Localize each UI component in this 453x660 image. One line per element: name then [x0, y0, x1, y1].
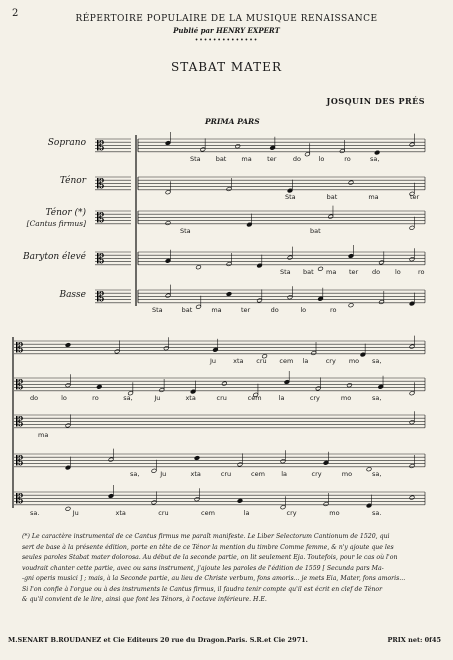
note-head — [165, 190, 171, 195]
note-head — [96, 384, 102, 389]
note-head — [409, 391, 415, 396]
lyric-syllable: bat — [303, 268, 314, 276]
lyric-syllable: ro — [330, 306, 337, 314]
note-head — [194, 456, 200, 461]
lyric-syllable: Sta — [280, 268, 291, 276]
lyric-syllable: do — [292, 155, 301, 163]
note-head — [65, 465, 71, 470]
note-head — [108, 457, 114, 462]
clef-symbol: 𝄡 — [97, 290, 105, 305]
publisher-line: M.SENART B.ROUDANEZ et Cie Editeurs 20 rue du Dragon.Paris. S.R.et Cie 2971. — [8, 636, 308, 644]
lyric-syllable: cru — [216, 394, 227, 402]
note-head — [379, 260, 385, 265]
note-head — [65, 343, 71, 348]
footnote-line: & qu'il convient de le lire, ainsi que font les Ténors, à l'octave inférieure. H.E. — [22, 596, 267, 603]
note-head — [347, 383, 353, 388]
note-head — [213, 347, 219, 352]
note-head — [339, 149, 345, 154]
clef-symbol: 𝄡 — [16, 492, 24, 507]
lyric-syllable: ma — [241, 155, 252, 163]
voice-label-baryton: Baryton élevé — [23, 252, 86, 262]
clef-symbol: 𝄡 — [97, 139, 105, 154]
clef-symbol: 𝄡 — [97, 211, 105, 226]
note-head — [409, 142, 415, 147]
ornament-divider: •••••••••••••• — [194, 37, 259, 44]
section-label: PRIMA PARS — [205, 117, 260, 126]
note-head — [108, 494, 114, 499]
lyric-syllable: sa. — [372, 509, 382, 517]
note-head — [226, 292, 232, 297]
note-head — [323, 502, 329, 507]
lyric-syllable: lo — [61, 394, 67, 402]
lyric-syllable: Ju — [154, 394, 161, 402]
page-number: 2 — [12, 8, 19, 19]
lyric-syllable: la — [281, 470, 288, 478]
lyric-syllable: bat — [326, 193, 338, 201]
lyric-syllable: sa, — [372, 357, 382, 365]
lyric-syllable: cry — [311, 470, 322, 478]
lyric-syllable: mo — [340, 394, 352, 402]
editor-credit: Publié par HENRY EXPERT — [173, 26, 280, 35]
note-head — [237, 462, 243, 467]
note-head — [409, 464, 415, 469]
note-head — [287, 255, 293, 260]
footnote-line: Si l'on confie à l'orgue ou à des instruments le Cantus firmus, il faudra tenir compte qu'il est écrit en clef de Ténor — [22, 585, 383, 593]
note-head — [409, 301, 415, 306]
lyric-syllable: bat — [181, 306, 193, 314]
note-head — [65, 423, 71, 428]
note-head — [287, 295, 293, 300]
footnote-line: (*) Le caractère instrumental de ce Cantus firmus me paraît manifeste. Le Liber Selectorum Cantionum de 1520, qui — [22, 533, 390, 540]
lyric-syllable: xta — [190, 470, 201, 478]
note-head — [409, 495, 415, 500]
lyric-syllable: mo — [341, 470, 353, 478]
note-head — [65, 383, 71, 388]
lyric-syllable: ma — [211, 306, 222, 314]
note-head — [151, 500, 157, 505]
lyric-syllable: cru — [256, 357, 267, 365]
note-head — [165, 293, 171, 298]
note-head — [165, 258, 171, 263]
lyric-syllable: Sta — [180, 227, 191, 235]
note-head — [311, 351, 317, 356]
note-head — [65, 506, 71, 511]
lyric-syllable: ter — [241, 306, 251, 314]
footnote-line: voudrait chanter cette partie, avec ou sans instrument, j'ajoute les paroles de l'édition de 1559 [ Secunda pars Ma- — [22, 564, 384, 572]
lyric-syllable: la — [278, 394, 285, 402]
footnote-line: -gni operis musici ] ; mais, à la Seconde partie, au lieu de Christe verbum, fons amoris... je mets Eia, Mater, fons amoris... — [22, 575, 406, 582]
lyric-syllable: Sta — [285, 193, 296, 201]
voice-label-tenor-cf: Ténor (*) — [45, 208, 86, 218]
clef-symbol: 𝄡 — [16, 341, 24, 356]
series-title: RÉPERTOIRE POPULAIRE DE LA MUSIQUE RENAISSANCE — [75, 14, 378, 24]
voice-label-cantus: [Cantus firmus] — [26, 219, 86, 228]
lyric-syllable: Sta — [190, 155, 201, 163]
lyric-syllable: mo — [329, 509, 340, 517]
clef-symbol: 𝄡 — [16, 454, 24, 469]
lyric-syllable: xta — [185, 394, 196, 402]
note-head — [348, 254, 354, 259]
lyric-syllable: Ju — [72, 509, 79, 517]
note-head — [360, 352, 366, 357]
lyric-syllable: la — [302, 357, 309, 365]
price-label: PRIX net: 0f45 — [387, 636, 441, 644]
note-head — [378, 384, 384, 389]
lyric-syllable: ter — [267, 155, 277, 163]
lyric-syllable: sa, — [123, 394, 133, 402]
lyric-syllable: ter — [410, 193, 420, 201]
lyric-syllable: lo — [395, 268, 401, 276]
lyric-syllable: mo — [348, 357, 360, 365]
lyric-syllable: sa, — [372, 394, 382, 402]
lyric-syllable: cem — [247, 394, 262, 402]
lyric-syllable: do — [270, 306, 279, 314]
note-head — [366, 503, 372, 508]
note-head — [196, 304, 202, 309]
lyric-syllable: cry — [286, 509, 297, 517]
note-head — [284, 380, 290, 385]
note-head — [226, 262, 232, 267]
piece-title: STABAT MATER — [171, 60, 282, 74]
note-head — [280, 459, 286, 464]
lyric-syllable: lo — [300, 306, 307, 314]
lyric-syllable: lo — [318, 155, 325, 163]
footnote-line: sert de base à la présente édition, porte en tête de ce Ténor la mention du timbre Comme femme, & n'y ajoute que les — [22, 543, 394, 551]
lyric-syllable: xta — [233, 357, 244, 365]
note-head — [305, 152, 311, 157]
lyric-syllable: sa, — [130, 470, 140, 478]
voice-label-tenor: Ténor — [59, 176, 86, 186]
note-head — [200, 147, 206, 152]
note-head — [348, 303, 354, 308]
lyric-syllable: ter — [349, 268, 359, 276]
lyric-syllable: bat — [215, 155, 227, 163]
voice-label-soprano: Soprano — [47, 138, 86, 148]
lyric-syllable: cem — [279, 357, 294, 365]
note-head — [226, 187, 232, 192]
lyric-syllable: cru — [220, 470, 232, 478]
clef-symbol: 𝄡 — [16, 378, 24, 393]
note-head — [151, 468, 157, 473]
clef-symbol: 𝄡 — [97, 177, 105, 192]
lyric-syllable: xta — [115, 509, 126, 517]
lyric-syllable: sa. — [30, 509, 40, 517]
note-head — [257, 298, 263, 303]
note-head — [235, 144, 241, 149]
note-head — [246, 222, 252, 227]
lyric-syllable: sa, — [370, 155, 380, 163]
note-head — [280, 505, 286, 510]
note-head — [328, 214, 334, 219]
voice-label-basse: Basse — [59, 290, 86, 300]
clef-symbol: 𝄡 — [16, 415, 24, 430]
note-head — [163, 346, 169, 351]
lyric-syllable: ma — [326, 268, 337, 276]
lyric-syllable: cry — [325, 357, 336, 365]
footnote — [22, 532, 438, 606]
note-head — [196, 265, 202, 270]
footnote-line: seules paroles Stabat mater dolorosa. Au début de la seconde partie, on lit seulement Eja. Toutefois, pour le cas où l'on — [22, 554, 398, 561]
note-head — [409, 344, 415, 349]
lyric-syllable: ma — [368, 193, 379, 201]
lyric-syllable: cry — [309, 394, 320, 402]
note-head — [194, 497, 200, 502]
lyric-syllable: cem — [251, 470, 265, 478]
note-head — [222, 381, 228, 386]
lyric-syllable: bat — [310, 227, 321, 235]
note-head — [237, 498, 243, 503]
note-head — [409, 257, 415, 262]
note-head — [159, 388, 165, 393]
lyric-syllable: la — [243, 509, 250, 517]
note-head — [165, 141, 171, 146]
note-head — [270, 145, 276, 150]
note-head — [165, 221, 171, 226]
lyric-syllable: cem — [201, 509, 215, 517]
lyric-syllable: ro — [418, 268, 425, 276]
note-head — [409, 420, 415, 425]
note-head — [379, 300, 385, 305]
note-head — [318, 266, 324, 271]
note-head — [315, 386, 321, 391]
lyric-syllable: ro — [92, 394, 99, 402]
lyric-syllable: ro — [344, 155, 351, 163]
note-head — [257, 263, 263, 268]
clef-symbol: 𝄡 — [97, 252, 105, 267]
note-head — [114, 349, 120, 354]
note-head — [409, 225, 415, 230]
lyric-syllable: Ju — [210, 357, 217, 365]
note-head — [366, 467, 372, 472]
lyric-syllable: do — [30, 394, 39, 402]
lyric-syllable: do — [372, 268, 381, 276]
lyric-syllable: ma — [38, 431, 49, 439]
note-head — [323, 460, 329, 465]
lyric-syllable: sa, — [372, 470, 382, 478]
lyric-syllable: cru — [158, 509, 169, 517]
composer-name: JOSQUIN DES PRÉS — [326, 96, 425, 106]
note-head — [318, 296, 324, 301]
lyric-syllable: Ju — [160, 470, 167, 478]
note-head — [348, 180, 354, 185]
lyric-syllable: Sta — [152, 306, 163, 314]
